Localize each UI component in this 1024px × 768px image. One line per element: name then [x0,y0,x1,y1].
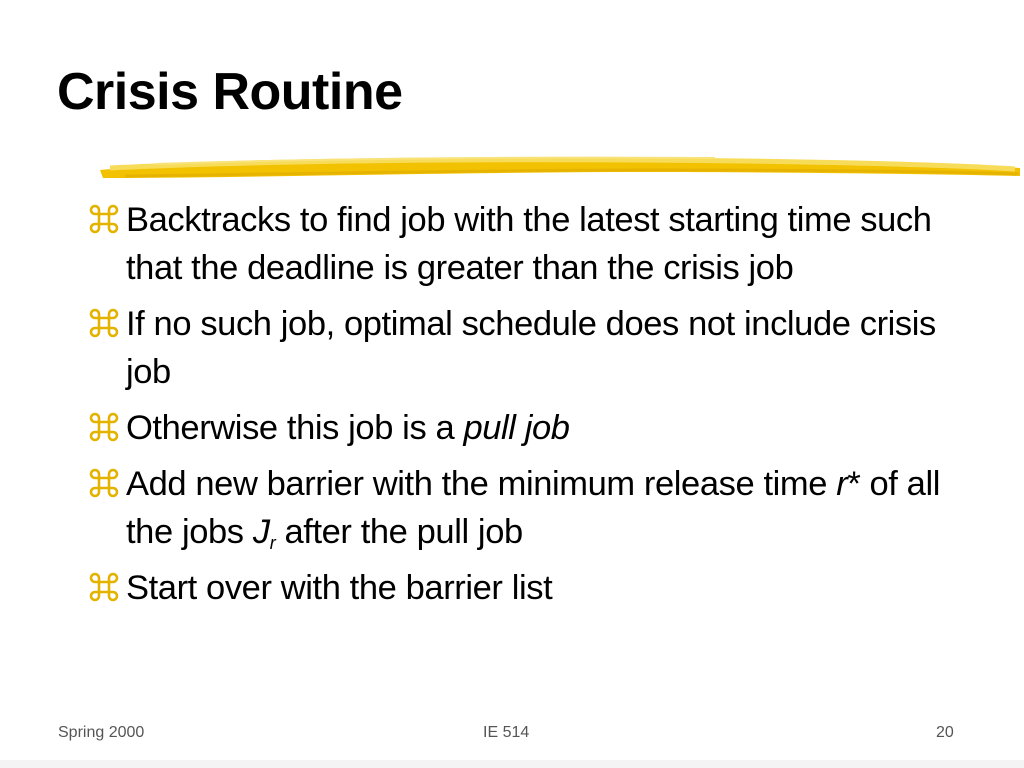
command-key-icon [88,570,120,606]
footer-date: Spring 2000 [58,724,145,741]
r-variable: r [836,465,848,503]
title-underline-swoosh [95,148,1024,190]
list-item [88,564,988,612]
list-item [88,300,988,396]
command-key-icon [88,306,120,342]
bullet-text: Start over with the barrier list [126,569,553,607]
bullet-text: If no such job, optimal schedule does not include crisis job [126,305,936,391]
footer-course: IE 514 [483,724,530,741]
pull-job-term: pull job [463,409,570,447]
list-item [88,460,988,556]
command-key-icon [88,202,120,238]
list-item [88,404,988,452]
r-subscript: r [269,533,276,553]
list-item [88,196,988,292]
bottom-strip [0,760,1024,768]
bullet-text: Backtracks to find job with the latest starting time such that the deadline is greater than the crisis job [126,201,932,287]
bullet-text: Add new barrier with the minimum release time r* of all the jobs $J_r$ after the pull job [126,465,940,553]
command-key-icon [88,466,120,502]
bullet-text: Otherwise this job is a pull job [126,409,570,447]
slide-title: Crisis Routine [57,63,403,121]
slide-number: 20 [936,724,954,741]
j-variable: J [252,513,270,551]
bullet-list [88,196,988,620]
command-key-icon [88,410,120,446]
